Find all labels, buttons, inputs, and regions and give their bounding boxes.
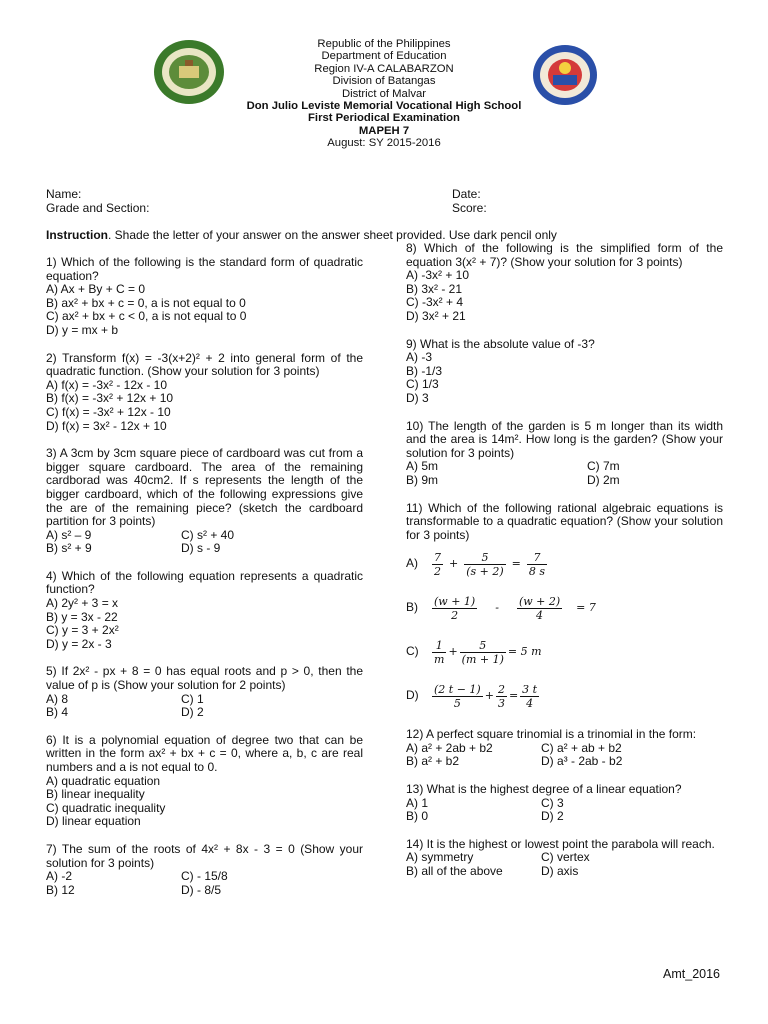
option-a: A) 5m [406,459,439,474]
operator: = 7 [576,601,596,615]
option-c: C) f(x) = -3x² + 12x - 10 [46,404,171,419]
option-b: B) 3x² - 21 [406,281,463,296]
denominator: 4 [536,608,544,622]
option-d: D) s - 9 [181,541,221,556]
school-year: August: SY 2015-2016 [327,137,441,150]
question-stem: 11) Which of the following rational algebraic equations is transformable to a quadratic equation? (Show your solution for 3 points) [406,500,723,542]
option-c: C) 3 [541,795,564,810]
option-b: B) ax² + bx + c = 0, a is not equal to 0 [46,295,246,310]
header-line: Region IV-A CALABARZON [314,62,454,75]
option-b: B) 4 [46,705,69,720]
denominator: 4 [526,696,534,710]
operator: = [508,689,519,703]
question-stem: 14) It is the highest or lowest point the parabola will reach. [406,836,715,851]
option-b: B) a² + b2 [406,754,460,769]
question-13 [406,783,723,824]
question-stem: 5) If 2x² - px + 8 = 0 has equal roots and p > 0, then the value of p is (Show your solution for 2 points) [46,664,363,693]
option-d: D) linear equation [46,814,141,829]
option-c: C) 7m [587,459,620,474]
option-label: A) [406,556,418,571]
option-a: A) f(x) = -3x² - 12x - 10 [46,377,168,392]
question-7 [46,843,363,897]
numerator: 7 [527,551,547,565]
option-c: C) -3x² + 4 [406,295,464,310]
option-d: D) a³ - 2ab - b2 [541,754,623,769]
option-a: A) -3 [406,350,433,365]
operator: + [484,689,494,703]
question-stem: 3) A 3cm by 3cm square piece of cardboard was cut from a bigger square cardboard. The area of the remaining cardborad was 40cm2. If s represents the length of the bigger cardboard, which of the following expressions give the are of the remaining piece? (sketch the cardboard partition for 3 points) [46,446,363,529]
option-c: C) vertex [541,850,590,865]
option-a: A) -3x² + 10 [406,268,470,283]
question-5 [46,665,363,719]
question-stem: 7) The sum of the roots of 4x² + 8x - 3 = 0 (Show your solution for 3 points) [46,841,363,870]
fraction [432,595,477,622]
option-a: A) 1 [406,795,429,810]
fraction [520,683,539,710]
option-b: B) 0 [406,809,429,824]
question-12 [406,728,723,769]
operator: = [511,557,521,571]
option-d: D) f(x) = 3x² - 12x + 10 [46,418,167,433]
numerator: 7 [434,550,441,564]
fraction [496,683,507,710]
option-b: B) y = 3x - 22 [46,609,118,624]
question-4 [46,570,363,652]
denominator: m [434,652,445,666]
date-field-label: Date: [452,187,481,201]
question-stem: 13) What is the highest degree of a linear equation? [406,782,682,797]
score-field-label: Score: [452,201,487,215]
instruction-label: Instruction [46,228,108,242]
option-d: D) axis [541,864,579,879]
denominator: (m + 1) [461,652,504,666]
option-c: C) - 15/8 [181,869,228,884]
denominator: 2 [434,564,441,578]
option-b: B) all of the above [406,864,503,879]
option-b: B) 9m [406,472,439,487]
option-a: A) -2 [46,869,73,884]
numerator: (w + 2) [518,594,561,608]
option-c: C) 1 [181,691,204,706]
option-a: A) 2y² + 3 = x [46,596,119,611]
option-d: D) 2 [181,705,204,720]
option-c: C) a² + ab + b2 [541,740,622,755]
instruction-text: . Shade the letter of your answer on the answer sheet provided. Use dark pencil only [108,228,557,242]
option-a [406,542,723,586]
option-a: A) symmetry [406,850,474,865]
question-10 [406,420,723,488]
question-stem: 10) The length of the garden is 5 m longer than its width and the area is 14m². How long is the garden? (Show your solution for 3 points) [406,418,723,460]
question-14 [406,838,723,879]
option-d: D) y = 2x - 3 [46,636,112,651]
denominator: 3 [497,696,505,710]
exam-title: First Periodical Examination [308,112,460,125]
operator: - [495,601,499,615]
option-label: C) [406,644,419,659]
name-field-label: Name: [46,187,82,201]
header-line: District of Malvar [341,87,427,100]
left-column [46,256,363,911]
option-a: A) Ax + By + C = 0 [46,282,146,297]
option-d: D) - 8/5 [181,882,222,897]
option-c [406,630,723,674]
question-9 [406,338,723,406]
option-b: B) 12 [46,882,75,897]
option-a: A) a² + 2ab + b2 [406,740,493,755]
numerator: 2 [497,682,505,696]
option-c: C) y = 3 + 2x² [46,623,119,638]
numerator: 5 [464,551,505,565]
right-column [406,242,723,893]
option-a: A) s² – 9 [46,527,92,542]
question-stem: 9) What is the absolute value of -3? [406,336,595,351]
option-b: B) linear inequality [46,787,145,802]
document-header [0,38,768,150]
option-c: C) s² + 40 [181,527,235,542]
operator: = 5 m [507,645,542,659]
fraction [464,551,505,578]
option-d: D) y = mx + b [46,322,119,337]
question-2 [46,352,363,434]
option-b: B) s² + 9 [46,541,92,556]
question-stem: 1) Which of the following is the standard form of quadratic equation? [46,255,363,283]
question-8 [406,242,723,324]
option-d: D) 2m [587,472,620,487]
question-stem: 4) Which of the following equation represents a quadratic function? [46,568,363,597]
option-c: C) 1/3 [406,377,439,392]
numerator: 5 [460,639,506,653]
denominator: 5 [453,696,461,710]
option-b [406,586,723,630]
footer-code: Amt_2016 [663,967,720,981]
option-d: D) 3x² + 21 [406,308,466,323]
operator: + [448,645,458,659]
numerator: 1 [432,639,446,653]
numerator: (2 t − 1) [434,682,481,696]
question-1 [46,256,363,338]
fraction [432,683,483,710]
option-c: C) ax² + bx + c < 0, a is not equal to 0 [46,309,247,324]
option-label: B) [406,600,418,615]
option-b: B) -1/3 [406,363,443,378]
operator: + [449,557,459,571]
question-stem: 8) Which of the following is the simplified form of the equation 3(x² + 7)? (Show your solution for 3 points) [406,241,723,269]
question-stem: 12) A perfect square trinomial is a trinomial in the form: [406,727,697,742]
header-line: Division of Batangas [332,75,436,88]
option-label: D) [406,688,419,703]
school-name: Don Julio Leviste Memorial Vocational High School [246,100,522,113]
option-d: D) 3 [406,390,429,405]
fraction [460,639,506,666]
option-a: A) 8 [46,691,69,706]
denominator: 2 [451,608,459,622]
numerator: (w + 1) [434,594,476,608]
denominator: (s + 2) [466,564,504,578]
question-11 [406,502,723,719]
fraction [432,551,443,578]
fraction [527,551,547,578]
question-6 [46,734,363,829]
grade-section-field-label: Grade and Section: [46,201,150,215]
option-c: C) quadratic inequality [46,800,166,815]
question-stem: 2) Transform f(x) = -3(x+2)² + 2 into general form of the quadratic function. (Show your solution for 3 points) [46,350,363,379]
option-d [406,674,723,718]
option-d: D) 2 [541,809,564,824]
option-a: A) quadratic equation [46,773,161,788]
fraction [432,639,446,666]
question-3 [46,447,363,556]
subject-title: MAPEH 7 [358,124,410,137]
option-b: B) f(x) = -3x² + 12x + 10 [46,391,174,406]
header-line: Republic of the Philippines [317,38,451,50]
numerator: 3 t [522,682,538,696]
header-line: Department of Education [321,50,447,63]
denominator: 8 s [528,564,546,578]
fraction [517,595,562,622]
question-stem: 6) It is a polynomial equation of degree two that can be written in the form ax² + bx + c = 0, where a, b, c are real numbers and a is not equal to 0. [46,732,363,774]
